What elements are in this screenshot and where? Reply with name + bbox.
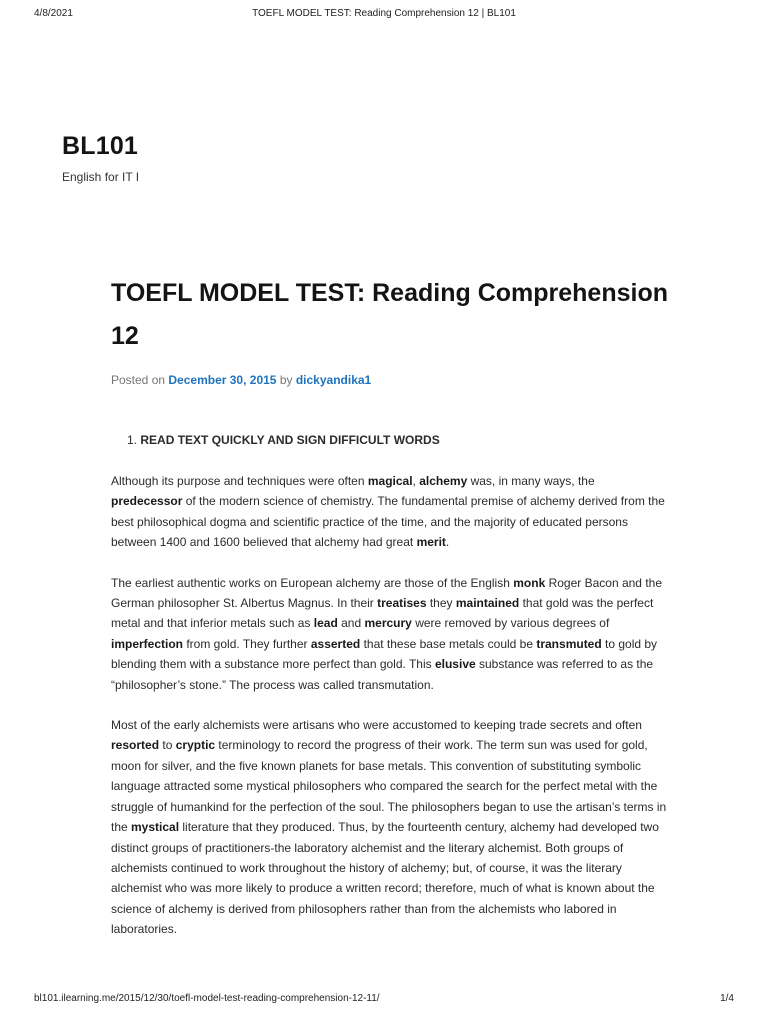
paragraph-3: Most of the early alchemists were artisans who were accustomed to keeping trade secrets and often resorted to cryptic terminology to record the progress of their work. The term sun was used for gold, moon for silver, and the five known planets for base metals. This convention of substituting symbolic language attracted some mystical philosophers who compared the search for the perfect metal with the struggle of humankind for the perfection of the soul. The philosophers began to use the artisan’s terms in the mystical literature that they produced. Thus, by the fourteenth century, alchemy had developed two distinct groups of practitioners-the laboratory alchemist and the literary alchemist. Both groups of alchemists continued to work throughout the history of alchemy; but, of course, it was the literary alchemist who was more likely to produce a written record; therefore, much of what is known about the science of alchemy is derived from philosophers rather than from the alchemists who labored in laboratories. <box>111 718 667 937</box>
vocabulary-word: predecessor <box>111 494 183 509</box>
paragraph-2: The earliest authentic works on European alchemy are those of the English monk Roger Bacon and the German philosopher St. Albertus Magnus. In their treatises they maintained that gold was the perfect metal and that inferior metals such as lead and mercury were removed by various degrees of imperfection from gold. They further asserted that these base metals could be transmuted to gold by blending them with a substance more perfect than gold. This elusive substance was referred to as the “philosopher’s stone.” The process was called transmutation. <box>111 575 662 692</box>
posted-on-label: Posted on <box>111 373 166 387</box>
site-title[interactable]: BL101 <box>62 132 139 160</box>
vocabulary-word: mystical <box>131 820 180 835</box>
post-date-link[interactable]: December 30, 2015 <box>168 373 277 387</box>
vocabulary-word: magical <box>367 474 413 488</box>
instruction-list-item <box>127 433 440 447</box>
vocabulary-word: lead <box>313 616 338 631</box>
post-title: TOEFL MODEL TEST: Reading Comprehension 12 <box>111 279 668 350</box>
vocabulary-word: merit <box>416 535 446 550</box>
author-link[interactable]: dickyandika1 <box>295 373 372 387</box>
vocabulary-word: cryptic <box>175 738 216 753</box>
vocabulary-word: maintained <box>455 596 520 611</box>
site-description: English for IT I <box>62 170 140 184</box>
print-url: bl101.ilearning.me/2015/12/30/toefl-model-test-reading-comprehension-12-11/ <box>34 993 380 1004</box>
vocabulary-word: imperfection <box>111 636 184 651</box>
vocabulary-word: resorted <box>111 738 160 753</box>
print-header <box>0 8 768 22</box>
by-label: by <box>279 373 293 387</box>
vocabulary-word: monk <box>513 575 546 590</box>
vocabulary-word: asserted <box>310 636 361 651</box>
print-page-number: 1/4 <box>720 993 734 1004</box>
vocabulary-word: mercury <box>364 616 412 631</box>
post-content <box>111 471 667 960</box>
vocabulary-word: treatises <box>377 596 427 611</box>
print-date: 4/8/2021 <box>34 8 73 19</box>
vocabulary-word: elusive <box>434 657 476 672</box>
list-item-text: READ TEXT QUICKLY AND SIGN DIFFICULT WORDS <box>140 433 440 447</box>
list-number: 1. <box>127 433 138 447</box>
vocabulary-word: alchemy <box>419 474 468 488</box>
paragraph-1: Although its purpose and techniques were often magical, alchemy was, in many ways, the predecessor of the modern science of chemistry. The fundamental premise of alchemy derived from the best philosophical dogma and scientific practice of the time, and the majority of educated persons between 1400 and 1600 believed that alchemy had great merit. <box>111 474 665 550</box>
vocabulary-word: transmuted <box>536 636 602 651</box>
print-page-title: TOEFL MODEL TEST: Reading Comprehension 12 | BL101 <box>252 8 516 19</box>
post-meta <box>111 373 371 387</box>
